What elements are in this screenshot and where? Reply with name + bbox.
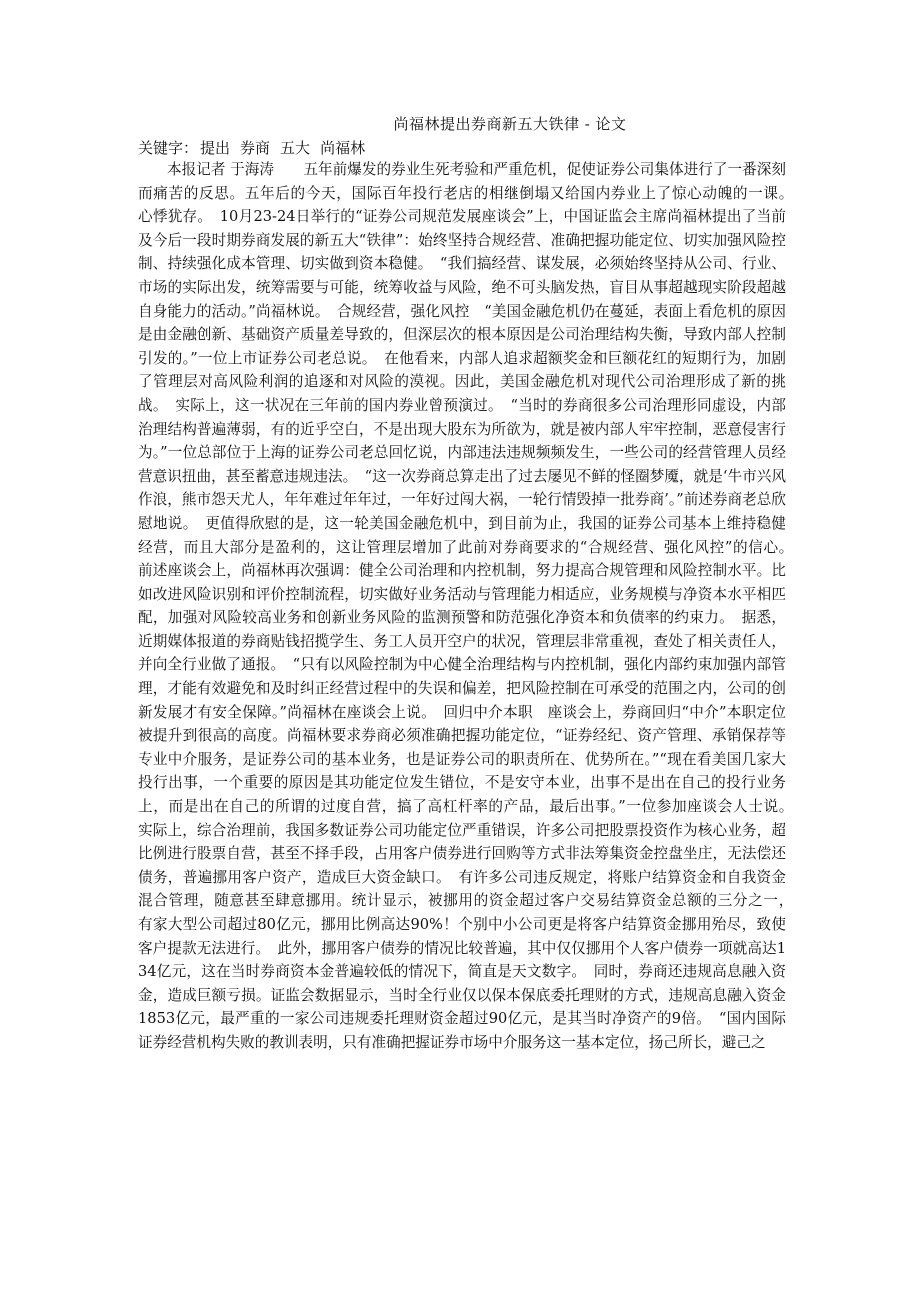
article-body: 本报记者 于海涛 五年前爆发的券业生死考验和严重危机，促使证券公司集体进行了一番深刻而痛苦的反思。五年后的今天，国际百年投行老店的相继倒塌又给国内券业上了惊心动魄的一课。 心悸犹存。 10月23-24日举行的“证券公司规范发展座谈会”上，中国证监会主席尚福林提出了当前及今后一段时期券商发展的新五大“铁律”：始终坚持合规经营、准确把握功能定位、切实加强风险控制、持续强化成本管理、切实做到资本稳健。 “我们搞经营、谋发展，必须始终坚持从公司、行业、市场的实际出发，统筹需要与可能，统筹收益与风险，绝不可头脑发热，盲目从事超越现实阶段超越自身能力的活动。”尚福林说。 合规经营，强化风控 “美国金融危机仍在蔓延，表面上看危机的原因是由金融创新、基础资产质量差导致的，但深层次的根本原因是公司治理结构失衡，导致内部人控制引发的。”一位上市证券公司老总说。 在他看来，内部人追求超额奖金和巨额花红的短期行为，加剧了管理层对高风险利润的追逐和对风险的漠视。因此，美国金融危机对现代公司治理形成了新的挑战。 实际上，这一状况在三年前的国内券业曾预演过。 “当时的券商很多公司治理形同虚设，内部治理结构普遍薄弱，有的近乎空白，不是出现大股东为所欲为，就是被内部人牢牢控制，恶意侵害行为。”一位总部位于上海的证券公司老总回忆说，内部违法违规频频发生，一些公司的经营管理人员经营意识扭曲，甚至蓄意违规违法。 “这一次券商总算走出了过去屡见不鲜的怪圈梦魇，就是‘牛市兴风作浪，熊市怨天尤人，年年难过年年过，一年好过闯大祸，一轮行情毁掉一批券商’。”前述券商老总欣慰地说。 更值得欣慰的是，这一轮美国金融危机中，到目前为止，我国的证券公司基本上维持稳健经营，而且大部分是盈利的，这让管理层增加了此前对券商要求的“合规经营、强化风控”的信心。 前述座谈会上，尚福林再次强调：健全公司治理和内控机制，努力提高合规管理和风险控制水平。比如改进风险识别和评价控制流程，切实做好业务活动与管理能力相适应，业务规模与净资本水平相匹配，加强对风险较高业务和创新业务风险的监测预警和防范强化净资本和负债率的约束力。 据悉，近期媒体报道的券商贴钱招揽学生、务工人员开空户的状况，管理层非常重视，查处了相关责任人，并向全行业做了通报。 “只有以风险控制为中心健全治理结构与内控机制，强化内部约束加强内部管理，才能有效避免和及时纠正经营过程中的失误和偏差，把风险控制在可承受的范围之内，公司的创新发展才有安全保障。”尚福林在座谈会上说。 回归中介本职 座谈会上，券商回归“中介”本职定位被提升到很高的高度。尚福林要求券商必须准确把握功能定位，“证券经纪、资产管理、承销保荐等专业中介服务，是证券公司的基本业务，也是证券公司的职责所在、优势所在。”“现在看美国几家大投行出事，一个重要的原因是其功能定位发生错位，不是安守本业，出事不是出在自己的投行业务上，而是出在自己的所谓的过度自营，搞了高杠杆率的产品，最后出事。”一位参加座谈会人士说。 实际上，综合治理前，我国多数证券公司功能定位严重错误，许多公司把股票投资作为核心业务，超比例进行股票自营，甚至不择手段，占用客户债券进行回购等方式非法筹集资金控盘坐庄，无法偿还债务，普遍挪用客户资产，造成巨大资金缺口。 有许多公司违反规定，将账户结算资金和自我资金混合管理，随意甚至肆意挪用。统计显示，被挪用的资金超过客户交易结算资金总额的三分之一， 有家大型公司超过80亿元，挪用比例高达90%！个别中小公司更是将客户结算资金挪用殆尽，致使客户提款无法进行。 此外，挪用客户债券的情况比较普遍，其中仅仅挪用个人客户债券一项就高达134亿元，这在当时券商资本金普遍较低的情况下，简直是天文数字。 同时，券商还违规高息融入资金，造成巨额亏损。证监会数据显示，当时全行业仅以保本保底委托理财的方式，违规高息融入资金1853亿元，最严重的一家公司违规委托理财资金超过90亿元，是其当时净资产的9倍。 “国内国际证券经营机构失败的教训表明，只有准确把握证券市场中介服务这一基本定位，扬己所长，避己之 [138,161,801,1051]
keywords-line [138,137,375,158]
keyword: 五大 [280,139,311,157]
keyword: 提出 [200,139,231,157]
document-title: 尚福林提出券商新五大铁律 - 论文 [393,115,627,133]
keyword: 券商 [240,139,271,157]
keyword: 尚福林 [320,139,366,157]
keywords-label: 关键字： [138,139,199,157]
